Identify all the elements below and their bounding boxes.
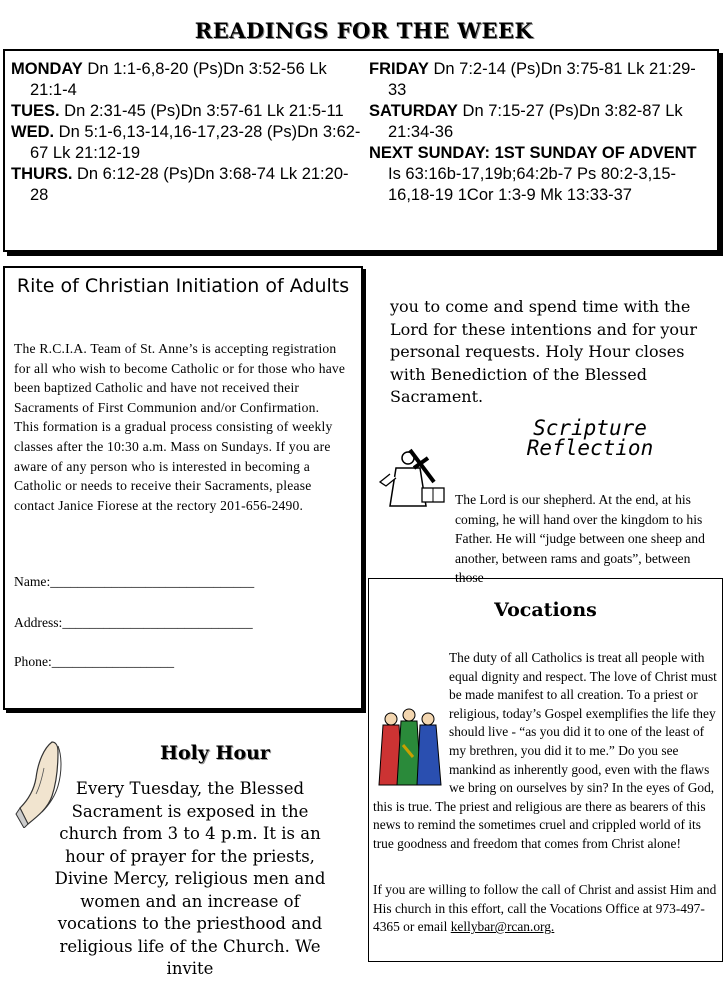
name-field: Name:______________________________	[14, 574, 255, 589]
vocations-contact-text: If you are willing to follow the call of Christ and assist Him and His church in this effort, call the Vocations Office at 973-497-4365 or email	[373, 882, 717, 935]
reading-text: Dn 5:1-6,13-14,16-17,23-28 (Ps)Dn 3:62-67 Lk 21:12-19	[30, 123, 361, 162]
vocations-footer	[373, 881, 718, 937]
reading-tuesday	[11, 101, 366, 122]
reading-text: Dn 6:12-28 (Ps)Dn 3:68-74 Lk 21:20-28	[30, 165, 349, 204]
reading-text: Dn 7:2-14 (Ps)Dn 3:75-81 Lk 21:29-33	[388, 60, 696, 99]
reading-day: FRIDAY	[369, 60, 429, 78]
readings-right-column	[369, 59, 714, 206]
holy-hour-body: Every Tuesday, the Blessed Sacrament is exposed in the church from 3 to 4 p.m. It is an hour of prayer for the priests, Divine Mercy, religious men and women and an increase of vocations to the priesthood and religious life of the Church. We invite	[54, 779, 326, 978]
readings-box	[3, 49, 719, 252]
reading-day: TUES.	[11, 102, 60, 120]
vocations-title: Vocations	[494, 599, 597, 621]
reading-day: THURS.	[11, 165, 73, 183]
readings-left-column	[11, 59, 366, 206]
reading-text: Dn 7:15-27 (Ps)Dn 3:82-87 Lk 21:34-36	[388, 102, 683, 141]
reading-thursday	[11, 164, 366, 206]
reading-day: NEXT SUNDAY: 1ST SUNDAY OF ADVENT	[369, 144, 697, 162]
reading-text: Is 63:16b-17,19b;64:2b-7 Ps 80:2-3,15-16,18-19 1Cor 1:3-9 Mk 13:33-37	[388, 165, 677, 204]
vocations-email-link[interactable]: kellybar@rcan.org.	[450, 919, 555, 935]
vocations-text: The duty of all Catholics is treat all people with equal dignity and respect. The love of Christ must be made manifest to all creation. To a priest or religious, today’s Gospel exemplifies the life they should live - “as you did it to one of the least of my brethren, you did it to me.” Do you see mankind as inherently good, even with the flaws we bring on ourselves by sin? In the eyes of God, this is true. The priest and religious are there as bearers of this news to remind the sometimes cruel and crippled world of its true goodness and freedom that comes from Christ alone!	[373, 650, 717, 851]
vocations-box	[368, 578, 723, 962]
reading-day: WED.	[11, 123, 55, 141]
reading-monday	[11, 59, 366, 101]
holy-family-icon	[373, 705, 445, 789]
holy-hour-continued: you to come and spend time with the Lord for these intentions and for your personal requests. Holy Hour closes with Benediction of the Blessed Sacrament.	[390, 297, 697, 406]
reading-text: Dn 2:31-45 (Ps)Dn 3:57-61 Lk 21:5-11	[59, 102, 344, 120]
reading-day: MONDAY	[11, 60, 83, 78]
scripture-text: The Lord is our shepherd. At the end, at his coming, he will hand over the kingdom to his Father. He will “judge between one sheep and another, between rams and goats”, between those	[455, 492, 705, 585]
reading-saturday	[369, 101, 714, 143]
reading-text: Dn 1:1-6,8-20 (Ps)Dn 3:52-56 Lk 21:1-4	[30, 60, 327, 99]
phone-field: Phone:__________________	[14, 654, 175, 669]
reading-wednesday	[11, 122, 366, 164]
scripture-reflection-body	[366, 490, 706, 588]
reading-next-sunday	[369, 143, 714, 206]
rcia-paragraph: This formation is a gradual process consisting of weekly classes after the 10:30 a.m. Mass on Sundays. If you are aware of any person who is interested in becoming a Catholic or needs to receive their Sacraments, please contact Janice Fiorese at the rectory 201-656-2490.	[14, 419, 333, 513]
address-field: Address:____________________________	[14, 615, 253, 630]
reading-friday	[369, 59, 714, 101]
reading-day: SATURDAY	[369, 102, 458, 120]
rcia-title: Rite of Christian Initiation of Adults	[16, 275, 350, 297]
rcia-paragraph: The R.C.I.A. Team of St. Anne’s is accepting registration for all who wish to become Catholic or for those who have been baptized Catholic and have not received their Sacraments of First Communion and/or Confirmation.	[14, 341, 346, 415]
scripture-reflection-title: Scripture Reflection	[526, 416, 654, 460]
vocations-body	[373, 649, 718, 854]
rcia-box	[3, 266, 363, 710]
holy-hour-title: Holy Hour	[160, 742, 270, 764]
page-title: READINGS FOR THE WEEK	[194, 18, 534, 43]
rcia-body	[14, 339, 354, 515]
